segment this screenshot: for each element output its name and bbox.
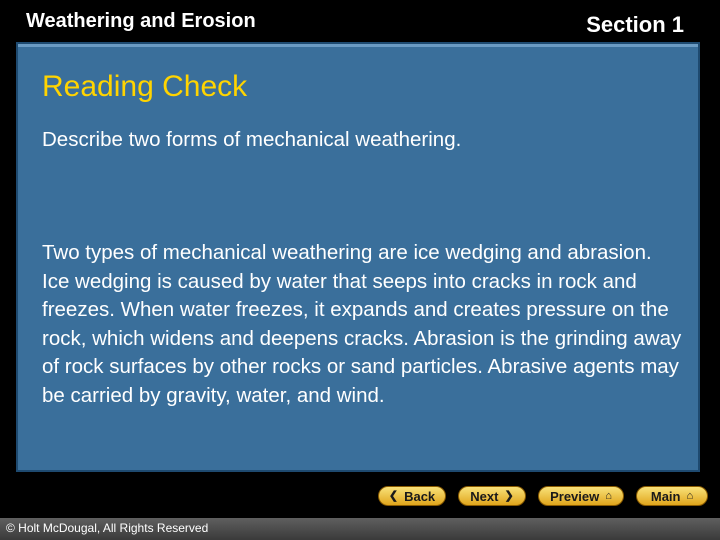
copyright-text: © Holt McDougal, All Rights Reserved (6, 521, 209, 535)
header-title: Weathering and Erosion (26, 10, 256, 32)
content-panel (16, 42, 700, 472)
next-label: Next (470, 488, 499, 504)
next-button[interactable] (458, 486, 526, 506)
main-label: Main (650, 488, 681, 504)
chevron-right-icon: ❯ (504, 489, 514, 502)
home-icon: ⌂ (605, 489, 612, 502)
back-label: Back (404, 488, 436, 504)
home-icon: ⌂ (686, 489, 694, 502)
back-button[interactable] (378, 486, 446, 506)
preview-button[interactable] (538, 486, 624, 506)
preview-label: Preview (550, 488, 600, 504)
chevron-left-icon: ❮ (388, 489, 399, 502)
main-button[interactable] (636, 486, 708, 506)
footer-bar (0, 518, 720, 540)
question-text: Describe two forms of mechanical weathering. (42, 128, 462, 151)
answer-text: Two types of mechanical weathering are ice wedging and abrasion. Ice wedging is caused by water that seeps into cracks in rock and freezes. When water freezes, it expands and creates pressure on the rock, which widens and deepens cracks. Abrasion is the grinding away of rock surfaces by other rocks or sand particles. Abrasive agents may be carried by gravity, water, and wind. (42, 241, 682, 407)
navigation-bar (378, 486, 708, 508)
panel-top-border (18, 44, 698, 47)
section-label: Section 1 (586, 12, 684, 37)
slide-heading: Reading Check (42, 70, 248, 103)
